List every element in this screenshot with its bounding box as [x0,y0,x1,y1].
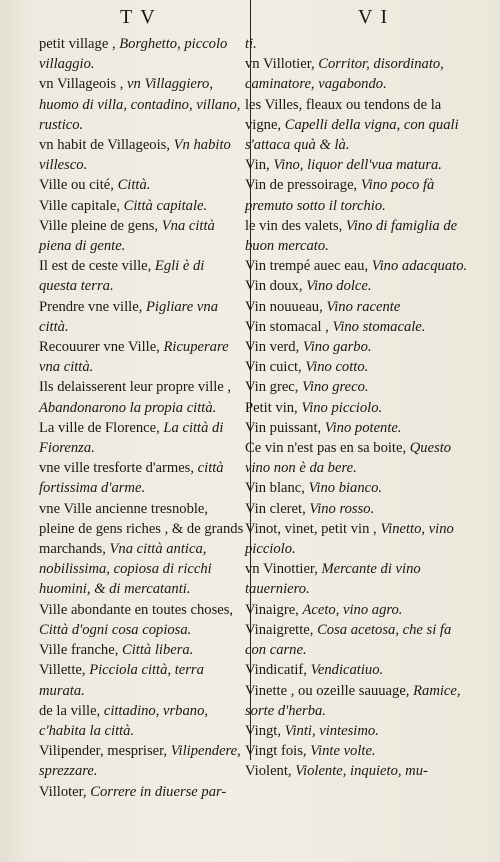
dictionary-entry [39,741,245,781]
dictionary-entry [245,54,470,94]
italian-translation: Città libera. [122,642,194,659]
dictionary-entry [39,458,245,498]
french-headword: Petit vin, [245,399,302,416]
french-headword: Vin trempé auec eau, [245,258,372,275]
french-headword: le vin des valets, [245,217,346,234]
dictionary-entry [245,337,470,357]
dictionary-entry [245,377,470,397]
french-headword: Vin, [245,157,274,174]
dictionary-entry [39,660,245,700]
italian-translation: città fortissima d'arme. [39,460,224,497]
dictionary-entry [245,721,470,741]
french-headword: Vin blanc, [245,480,309,497]
italian-translation: Aceto, vino agro. [302,601,403,618]
french-headword: Ville abondante en toutes choses, [39,601,234,618]
french-headword: Vin cleret, [245,500,310,517]
header-right-letters: VI [358,6,396,28]
french-headword: Vin stomacal , [245,318,333,335]
italian-translation: Vino, liquor dell'vua matura. [273,157,442,174]
dictionary-entry [245,620,470,660]
french-headword: Vingt fois, [245,743,311,760]
french-headword: vn Vinottier, [245,561,322,578]
italian-translation: Vinte volte. [310,743,376,760]
italian-translation: Questo vino non è da bere. [245,440,452,477]
italian-translation: Violente, inquieto, mu- [295,763,428,780]
italian-translation: Vino garbo. [302,339,372,356]
left-column [39,34,245,802]
french-headword: Vinaigrette, [245,621,318,638]
italian-translation: Vino cotto. [305,359,369,376]
italian-translation: Vinti, vintesimo. [284,722,379,739]
french-headword: Vin de pressoirage, [245,177,361,194]
dictionary-entry [39,175,245,195]
italian-translation: Mercante di vino tauerniero. [245,561,421,598]
dictionary-entry [245,519,470,559]
dictionary-entry [39,499,245,600]
dictionary-entry [245,317,470,337]
french-headword: Ville ou cité, [39,177,118,194]
dictionary-entry [245,761,470,781]
dictionary-entry [39,337,245,377]
french-headword: Ville capitale, [39,197,124,214]
italian-translation: Vna città piena di gente. [39,217,215,255]
french-headword: Ville franche, [39,642,122,659]
dictionary-entry [245,34,470,54]
italian-translation: Vendicatiuo. [310,662,384,679]
dictionary-entry [39,418,245,458]
italian-translation: Ramice, sorte d'herba. [245,682,461,719]
french-headword: Prendre vne ville, [39,298,146,315]
french-headword: Vilipender, mespriser, [39,743,171,760]
dictionary-entry [39,701,245,741]
french-headword: vne ville tresforte d'armes, [39,460,198,477]
italian-translation: Città capitale. [123,197,208,214]
french-headword: La ville de Florence, [39,419,164,436]
italian-translation: Cosa acetosa, che si fa con carne. [245,621,452,659]
dictionary-entry [245,256,470,276]
dictionary-entry [245,741,470,761]
italian-translation: Vilipendere, sprezzare. [39,743,241,780]
french-headword: petit village , [39,36,120,52]
french-headword: vne Ville ancienne tresnoble, pleine de gens riches , & de grands marchands, [39,500,244,558]
french-headword: Vin puissant, [245,419,325,436]
french-headword: Vingt, [245,722,285,739]
dictionary-entry [245,297,470,317]
dictionary-entry [39,297,245,337]
french-headword: vn Villotier, [245,56,319,73]
french-headword: Villette, [39,662,90,679]
italian-translation: Vino rosso. [309,500,375,517]
italian-translation: vn Villaggiero, huomo di villa, contadino, villano, rustico. [39,76,241,133]
header-left-letters: TV [120,6,163,28]
italian-translation: Vn habito villesco. [39,137,231,174]
dictionary-entry [245,418,470,438]
french-headword: Recouurer vne Ville, [39,339,164,356]
french-headword: de la ville, [39,702,104,719]
italian-translation: Vino racente [326,298,401,315]
right-column [245,34,470,782]
italian-translation: Vino adacquato. [371,258,468,275]
french-headword: Vinette , ou ozeille sauuage, [245,682,414,699]
french-headword: Vin grec, [245,379,303,396]
dictionary-entry [245,357,470,377]
italian-translation: Città d'ogni cosa copiosa. [39,621,192,638]
italian-translation: Vino stomacale. [332,318,426,335]
french-headword: Il est de ceste ville, [39,258,155,275]
french-headword: les Villes, fleaux ou tendons de la vigne, [245,96,442,133]
dictionary-entry [39,377,245,417]
dictionary-entry [245,155,470,175]
dictionary-entry [245,95,470,156]
italian-translation: Vino poco fà premuto sotto il torchio. [245,177,435,214]
french-headword: Ce vin n'est pas en sa boite, [245,440,410,457]
french-headword: vn habit de Villageois, [39,137,174,154]
dictionary-entry [245,478,470,498]
french-headword: Vin doux, [245,278,307,295]
french-headword: Vin cuict, [245,359,306,376]
italian-translation: Città. [117,177,151,194]
italian-translation: Pigliare vna città. [39,298,219,335]
dictionary-entry [39,256,245,296]
french-headword: Ville pleine de gens, [39,217,162,234]
italian-translation: Vino bianco. [308,480,383,497]
dictionary-entry [245,499,470,519]
dictionary-entry [245,175,470,215]
italian-translation: La città di Fiorenza. [39,419,224,457]
italian-translation: ti. [245,36,257,52]
dictionary-entry [245,660,470,680]
italian-translation: Vino greco. [302,379,369,396]
french-headword: Vinaigre, [245,601,303,618]
italian-translation: Corritor, disordinato, caminatore, vagabondo. [245,56,444,93]
italian-translation: Vino picciolo. [301,399,383,416]
dictionary-entry [245,216,470,256]
dictionary-entry [39,196,245,216]
dictionary-entry [245,438,470,478]
french-headword: Villoter, [39,783,91,800]
dictionary-entry [39,600,245,640]
italian-translation: Vinetto, vino picciolo. [245,520,454,558]
dictionary-entry [245,681,470,721]
italian-translation: Ricuperare vna città. [39,339,229,376]
italian-translation: Vino di famiglia de buon mercato. [245,217,458,255]
italian-translation: Capelli della vigna, con quali s'attaca quà & là. [245,116,459,154]
french-headword: Vindicatif, [245,662,311,679]
dictionary-entry [39,782,245,802]
italian-translation: Egli è di questa terra. [39,258,205,295]
italian-translation: Correre in diuerse par- [90,783,227,800]
dictionary-entry [39,216,245,256]
italian-translation: cittadino, vrbano, c'habita la città. [39,702,209,739]
italian-translation: Picciola città, terra murata. [39,662,204,699]
dictionary-entry [245,276,470,296]
italian-translation: Vino dolce. [306,278,372,295]
dictionary-entry [245,559,470,599]
french-headword: Violent, [245,763,296,780]
french-headword: Vin verd, [245,339,303,356]
french-headword: vn Villageois , [39,76,128,93]
dictionary-entry [39,135,245,175]
french-headword: Vin nouueau, [245,298,327,315]
dictionary-entry [39,74,245,135]
italian-translation: Borghetto, piccolo villaggio. [39,36,228,73]
dictionary-entry [39,34,245,74]
italian-translation: Abandonarono la propia città. [39,399,217,416]
italian-translation: Vino potente. [324,419,402,436]
italian-translation: Vna città antica, nobilissima, copiosa di ricchi huomini, & di mercatanti. [39,541,212,598]
french-headword: Vinot, vinet, petit vin , [245,520,381,537]
dictionary-entry [245,600,470,620]
dictionary-entry [245,398,470,418]
french-headword: Ils delaisserent leur propre ville , [39,379,232,396]
dictionary-entry [39,640,245,660]
